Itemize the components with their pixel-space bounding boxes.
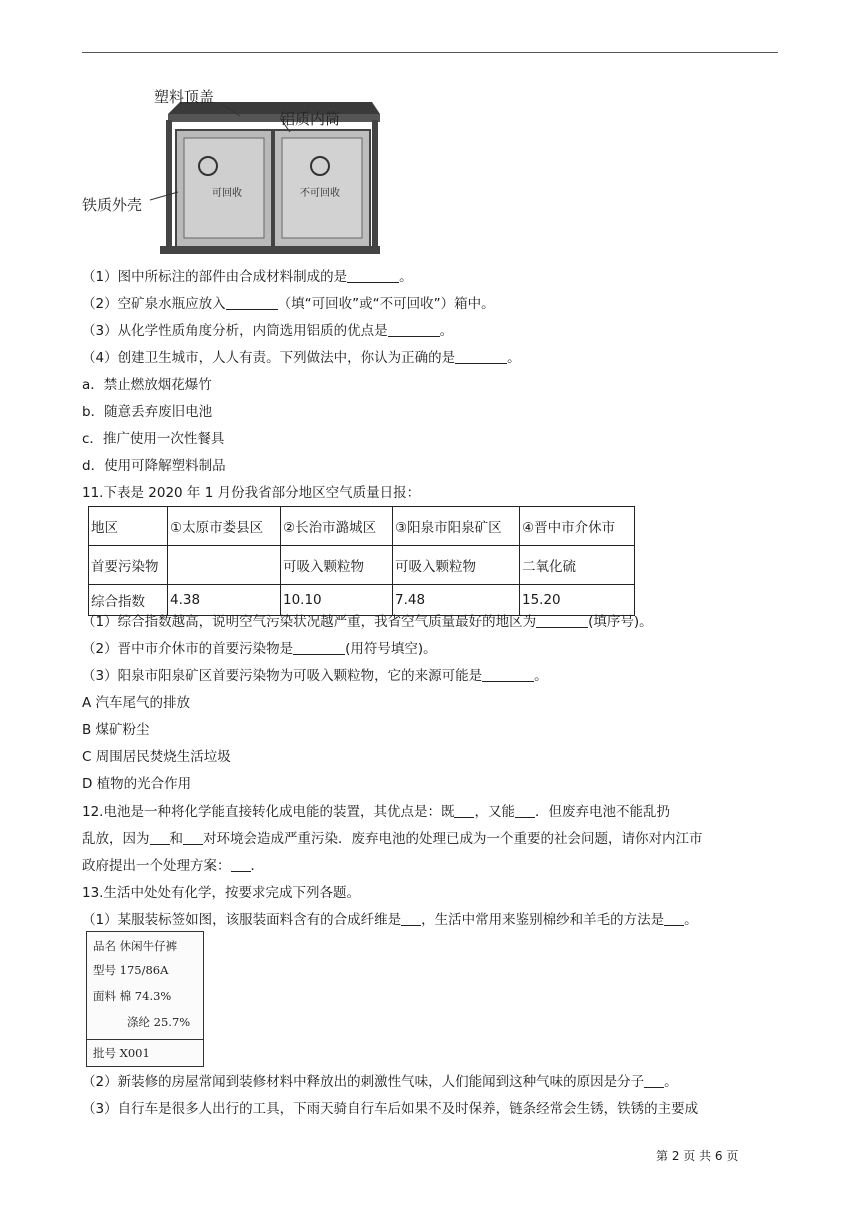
q11-option-c: C 周围居民焚烧生活垃圾	[82, 749, 231, 765]
table-cell: 可吸入颗粒物	[393, 546, 520, 585]
answer-blank[interactable]	[455, 348, 507, 364]
q13-stem: 13.生活中处处有化学，按要求完成下列各题。	[82, 885, 360, 901]
table-cell: ①太原市娄县区	[168, 507, 281, 546]
table-cell: 地区	[89, 507, 168, 546]
q10-option-d: d．使用可降解塑料制品	[82, 458, 226, 474]
tag-model: 型号 175/86A	[93, 963, 169, 977]
table-cell: ③阳泉市阳泉矿区	[393, 507, 520, 546]
table-row	[89, 507, 635, 546]
tag-fabric-cotton: 面料 棉 74.3%	[93, 989, 172, 1003]
table-cell: 7.48	[393, 585, 520, 616]
table-row	[89, 585, 635, 616]
header-rule	[82, 52, 778, 53]
tag-fabric-polyester: 涤纶 25.7%	[127, 1015, 191, 1029]
table-cell: ④晋中市介休市	[520, 507, 635, 546]
q11-part3: （3）阳泉市阳泉矿区首要污染物为可吸入颗粒物，它的来源可能是 。	[82, 668, 548, 684]
q13-part2: （2）新装修的房屋常闻到装修材料中释放出的刺激性气味，人们能闻到这种气味的原因是分子 。	[82, 1074, 678, 1090]
answer-blank[interactable]	[183, 829, 203, 845]
label-iron-shell: 铁质外壳	[82, 196, 143, 214]
q13-part1: （1）某服装标签如图，该服装面料含有的合成纤维是 ，生活中常用来鉴别棉纱和羊毛的方法是 。	[82, 912, 698, 928]
table-cell: 二氧化硫	[520, 546, 635, 585]
q11-option-d: D 植物的光合作用	[82, 776, 192, 792]
q10-part4: （4）创建卫生城市，人人有责。下列做法中，你认为正确的是 。	[82, 350, 521, 366]
answer-blank[interactable]	[454, 802, 474, 818]
q11-option-a: A 汽车尾气的排放	[82, 695, 191, 711]
q11-part1: （1）综合指数越高，说明空气污染状况越严重，我省空气质量最好的地区为 (填序号)。	[82, 614, 653, 630]
q12-line3: 政府提出一个处理方案： ．	[82, 858, 264, 874]
answer-blank[interactable]	[644, 1072, 664, 1088]
bin-label-recyclable: 可回收	[212, 188, 242, 199]
table-cell: 15.20	[520, 585, 635, 616]
table-cell: 4.38	[168, 585, 281, 616]
q11-option-b: B 煤矿粉尘	[82, 722, 150, 738]
table-cell: 首要污染物	[89, 546, 168, 585]
q12-line2: 乱放，因为 和 对环境会造成严重污染．废弃电池的处理已成为一个重要的社会问题，请你对内江市	[82, 831, 703, 847]
answer-blank[interactable]	[347, 267, 399, 283]
q10-option-b: b．随意丢弃废旧电池	[82, 404, 213, 420]
label-aluminum-inner: 铝质内筒	[280, 110, 341, 128]
q10-option-a: a．禁止燃放烟花爆竹	[82, 377, 212, 393]
q10-option-c: c．推广使用一次性餐具	[82, 431, 225, 447]
answer-blank[interactable]	[293, 639, 345, 655]
q10-part1: （1）图中所标注的部件由合成材料制成的是 。	[82, 269, 413, 285]
clothing-label-image	[86, 931, 204, 1067]
tag-product-name: 品名 休闲牛仔裤	[93, 939, 178, 953]
answer-blank[interactable]	[150, 829, 170, 845]
tag-batch: 批号 X001	[93, 1046, 150, 1060]
answer-blank[interactable]	[536, 612, 588, 628]
answer-blank[interactable]	[231, 856, 251, 872]
bin-label-nonrecyclable: 不可回收	[300, 188, 340, 199]
answer-blank[interactable]	[664, 910, 684, 926]
table-cell	[168, 546, 281, 585]
q12-line1: 12.电池是一种将化学能直接转化成电能的装置，其优点是：既 ，又能 ．但废弃电池不能乱扔	[82, 804, 670, 820]
q13-part3: （3）自行车是很多人出行的工具，下雨天骑自行车后如果不及时保养，链条经常会生锈，铁锈的主要成	[82, 1101, 699, 1117]
table-cell: 10.10	[281, 585, 393, 616]
q11-stem: 11.下表是 2020 年 1 月份我省部分地区空气质量日报：	[82, 485, 421, 501]
table-cell: 综合指数	[89, 585, 168, 616]
table-row	[89, 546, 635, 585]
air-quality-table	[88, 506, 635, 616]
page-footer: 第 2 页 共 6 页	[656, 1149, 739, 1163]
q10-part2: （2）空矿泉水瓶应放入 （填“可回收”或“不可回收”）箱中。	[82, 296, 495, 312]
answer-blank[interactable]	[482, 666, 534, 682]
table-cell: 可吸入颗粒物	[281, 546, 393, 585]
answer-blank[interactable]	[388, 321, 440, 337]
q10-part3: （3）从化学性质角度分析，内筒选用铝质的优点是 。	[82, 323, 454, 339]
trash-bin-figure	[80, 82, 380, 262]
label-plastic-top: 塑料顶盖	[154, 88, 215, 106]
q11-part2: （2）晋中市介休市的首要污染物是 (用符号填空)。	[82, 641, 437, 657]
answer-blank[interactable]	[226, 294, 278, 310]
answer-blank[interactable]	[401, 910, 421, 926]
answer-blank[interactable]	[515, 802, 535, 818]
table-cell: ②长治市潞城区	[281, 507, 393, 546]
tag-divider	[87, 1039, 203, 1040]
